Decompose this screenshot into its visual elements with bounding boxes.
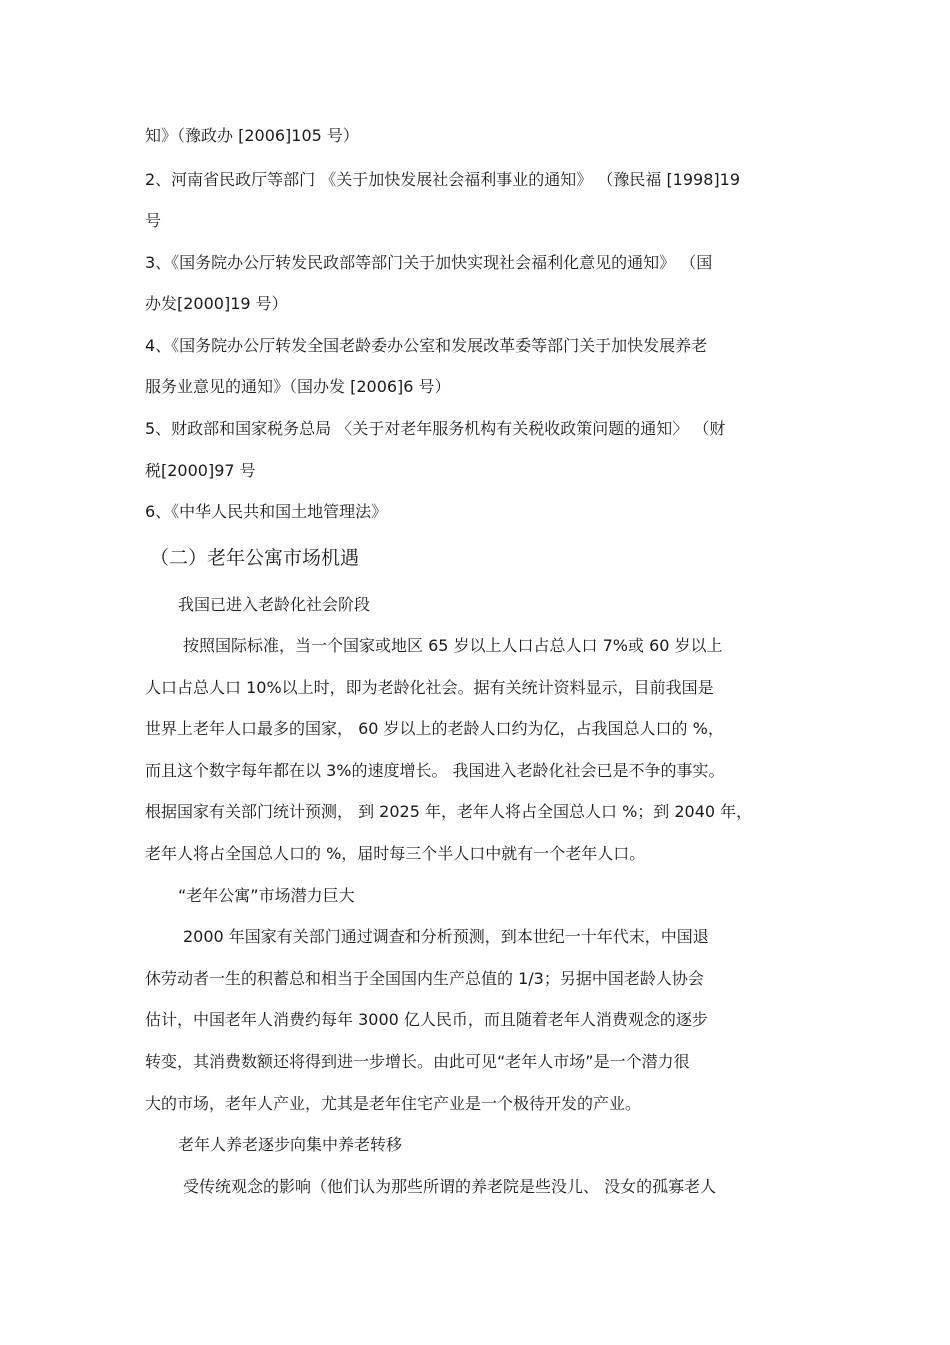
reference-3-continued: 办发[2000]19 号） [145, 294, 288, 313]
paragraph-aging-line-1: 按照国际标准，当一个国家或地区 65 岁以上人口占总人口 7%或 60 岁以上 [183, 636, 723, 655]
reference-4-continued: 服务业意见的通知》（国办发 [2006]6 号） [145, 377, 451, 396]
paragraph-market-line-4: 转变，其消费数额还将得到进一步增长。由此可见“老年人市场”是一个潜力很 [145, 1052, 690, 1071]
reference-4: 4、《国务院办公厅转发全国老龄委办公室和发展改革委等部门关于加快发展养老 [145, 336, 708, 355]
reference-1-continued: 知》（豫政办 [2006]105 号） [145, 126, 359, 145]
paragraph-market-line-1: 2000 年国家有关部门通过调查和分析预测，到本世纪一十年代末，中国退 [183, 927, 709, 946]
reference-3: 3、《国务院办公厅转发民政部等部门关于加快实现社会福利化意见的通知》 （国 [145, 253, 713, 272]
paragraph-aging-line-6: 老年人将占全国总人口的 %，届时每三个半人口中就有一个老年人口。 [145, 844, 646, 863]
reference-2-continued: 号 [145, 211, 162, 230]
subheading-aging-society: 我国已进入老龄化社会阶段 [178, 595, 371, 614]
paragraph-aging-line-5: 根据国家有关部门统计预测， 到 2025 年，老年人将占全国总人口 %；到 2040 年， [145, 802, 753, 821]
paragraph-care-line-1: 受传统观念的影响（他们认为那些所谓的养老院是些没儿、 没女的孤寡老人 [183, 1177, 717, 1196]
paragraph-aging-line-2: 人口占总人口 10%以上时，即为老龄化社会。据有关统计资料显示，目前我国是 [145, 678, 714, 697]
paragraph-market-line-2: 休劳动者一生的积蓄总和相当于全国国内生产总值的 1/3；另据中国老龄人协会 [145, 969, 704, 988]
paragraph-market-line-5: 大的市场，老年人产业，尤其是老年住宅产业是一个极待开发的产业。 [145, 1094, 642, 1113]
reference-5-continued: 税[2000]97 号 [145, 461, 256, 480]
reference-5: 5、财政部和国家税务总局 〈关于对老年服务机构有关税收政策问题的通知〉 （财 [145, 419, 726, 438]
section-heading: （二）老年公寓市场机遇 [150, 547, 360, 569]
reference-2: 2、河南省民政厅等部门 《关于加快发展社会福利事业的通知》 （豫民福 [1998]19 [145, 170, 741, 189]
subheading-market-potential: “老年公寓”市场潜力巨大 [178, 886, 355, 905]
reference-6: 6、《中华人民共和国土地管理法》 [145, 502, 388, 521]
paragraph-aging-line-3: 世界上老年人口最多的国家， 60 岁以上的老龄人口约为亿，占我国总人口的 %， [145, 719, 724, 738]
paragraph-aging-line-4: 而且这个数字每年都在以 3%的速度增长。 我国进入老龄化社会已是不争的事实。 [145, 761, 725, 780]
paragraph-market-line-3: 估计，中国老年人消费约每年 3000 亿人民币，而且随着老年人消费观念的逐步 [145, 1010, 708, 1029]
subheading-centralized-care: 老年人养老逐步向集中养老转移 [178, 1135, 403, 1154]
